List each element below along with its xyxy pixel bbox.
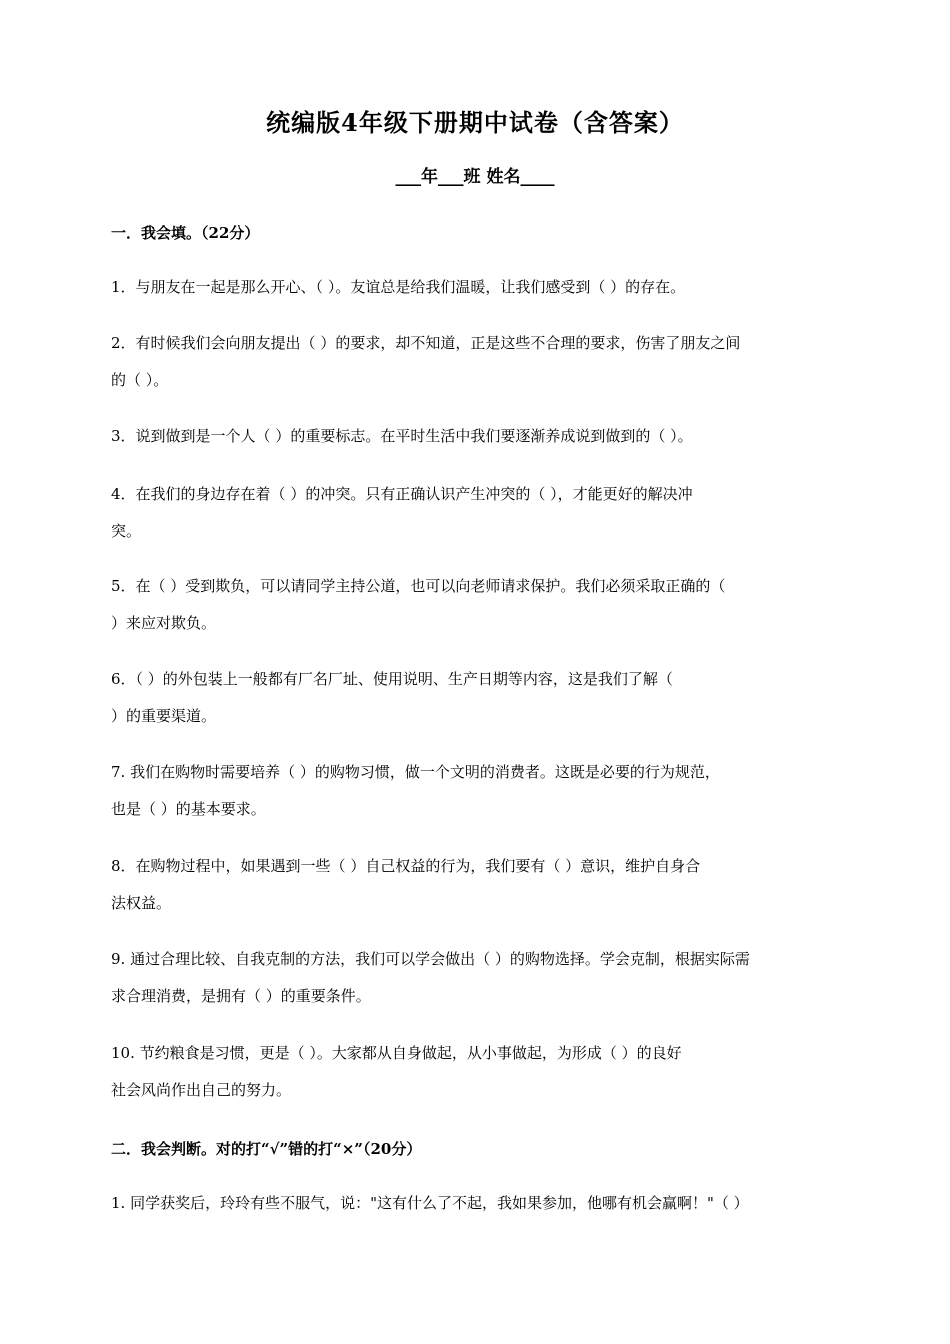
section-heading-true-false: 二．我会判断。对的打“√”错的打“×”（20分） xyxy=(111,1140,422,1158)
section-heading-fill-in: 一．我会填。（22分） xyxy=(111,224,260,242)
question-line: 7. 我们在购物时需要培养（ ）的购物习惯，做一个文明的消费者。这既是必要的行为规范， xyxy=(111,763,720,781)
question-line: 3．说到做到是一个人（ ）的重要标志。在平时生活中我们要逐渐养成说到做到的（ ）。 xyxy=(111,427,693,445)
question-line: 10. 节约粮食是习惯，更是（ ）。大家都从自身做起，从小事做起，为形成（ ）的良好 xyxy=(111,1044,682,1062)
question-8 xyxy=(111,848,861,922)
page-title: 统编版4年级下册期中试卷（含答案） xyxy=(266,108,684,137)
question-line: 9. 通过合理比较、自我克制的方法，我们可以学会做出（ ）的购物选择。学会克制，根据实际需 xyxy=(111,950,750,968)
question-10 xyxy=(111,1035,861,1109)
question-7 xyxy=(111,754,861,828)
question-line: 4．在我们的身边存在着（ ）的冲突。只有正确认识产生冲突的（ ），才能更好的解决冲 xyxy=(111,485,693,503)
question-line: 社会风尚作出自己的努力。 xyxy=(111,1081,292,1099)
question-line: ）来应对欺负。 xyxy=(111,614,217,632)
question-line: 法权益。 xyxy=(111,894,172,912)
question-5 xyxy=(111,568,861,642)
question-3 xyxy=(111,418,861,455)
question-9 xyxy=(111,941,861,1015)
question-line: 1．与朋友在一起是那么开心、（ ）。友谊总是给我们温暖，让我们感受到（ ）的存在。 xyxy=(111,278,686,296)
question-line: 5．在（ ）受到欺负，可以请同学主持公道，也可以向老师请求保护。我们必须采取正确的（ xyxy=(111,577,726,595)
question-line: 也是（ ）的基本要求。 xyxy=(111,800,266,818)
question-1 xyxy=(111,269,861,306)
question-line: 的（ ）。 xyxy=(111,371,169,389)
question-line: ）的重要渠道。 xyxy=(111,707,217,725)
question-line: 8．在购物过程中，如果遇到一些（ ）自己权益的行为，我们要有（ ）意识，维护自身合 xyxy=(111,857,701,875)
question-line: 6．（ ）的外包装上一般都有厂名厂址、使用说明、生产日期等内容，这是我们了解（ xyxy=(111,670,673,688)
question-line: 突。 xyxy=(111,522,142,540)
question-4 xyxy=(111,476,861,550)
question-line: 2．有时候我们会向朋友提出（ ）的要求，却不知道，正是这些不合理的要求，伤害了朋友之间 xyxy=(111,334,741,352)
question-line: 求合理消费，是拥有（ ）的重要条件。 xyxy=(111,987,371,1005)
class-name-line: ___年___班 姓名____ xyxy=(395,167,555,187)
question-6 xyxy=(111,661,861,735)
question-line: 1. 同学获奖后，玲玲有些不服气，说："这有什么了不起，我如果参加，他哪有机会赢啊！"（ ） xyxy=(111,1194,749,1212)
question-2 xyxy=(111,325,861,399)
judgement-question-1 xyxy=(111,1185,861,1222)
